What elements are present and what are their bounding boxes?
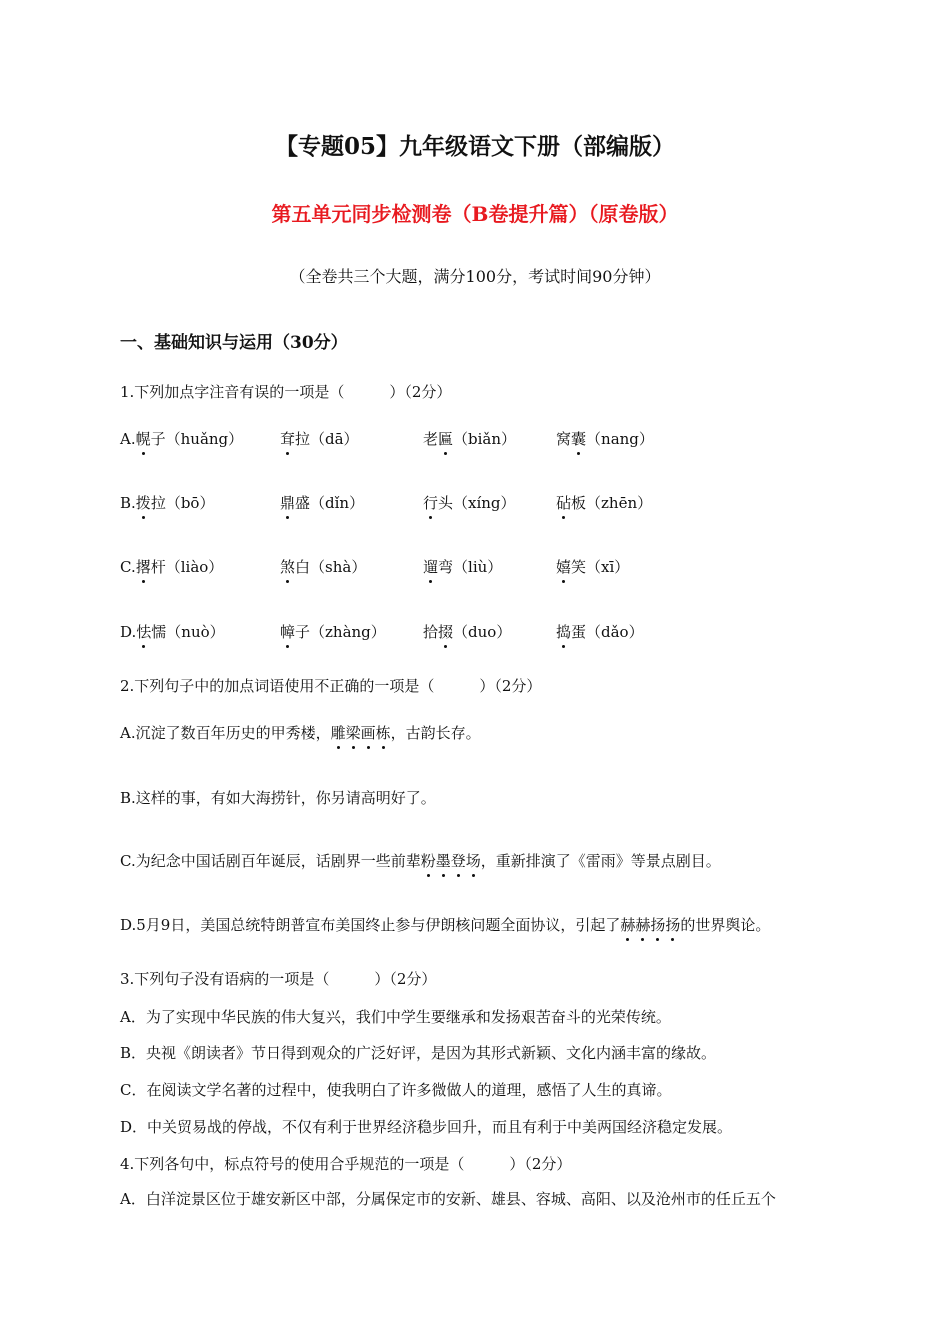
question-2-stem: 2.下列句子中的加点词语使用不正确的一项是（ ）（2分） bbox=[120, 677, 542, 695]
dotted-char: 扬 bbox=[650, 916, 666, 934]
dotted-char: 登 bbox=[450, 852, 466, 870]
question-1-stem: 1.下列加点字注音有误的一项是（ ）（2分） bbox=[120, 383, 452, 401]
question-3-option-c: C．在阅读文学名著的过程中，使我明白了许多微做人的道理，感悟了人生的真谛。 bbox=[120, 1081, 672, 1099]
dotted-char: 赫 bbox=[620, 916, 636, 934]
q1-option-b-1: B.拨拉（bō） bbox=[120, 494, 215, 512]
dotted-char: 画 bbox=[360, 724, 376, 742]
question-2-option-d: D.5月9日，美国总统特朗普宣布美国终止参与伊朗核问题全面协议，引起了赫赫扬扬的世界舆论。 bbox=[120, 916, 771, 934]
option-letter: B. bbox=[120, 494, 136, 512]
q1-option-c-3: 遛弯（liù） bbox=[423, 558, 503, 576]
q1-option-b-4: 砧板（zhēn） bbox=[556, 494, 653, 512]
dotted-char: 场 bbox=[465, 852, 481, 870]
dotted-char: 栋 bbox=[375, 724, 391, 742]
q1-option-d-1: D.怯懦（nuò） bbox=[120, 623, 225, 641]
q1-option-d-2: 幛子（zhàng） bbox=[280, 623, 386, 641]
dotted-char: 扬 bbox=[665, 916, 681, 934]
dotted-char: 墨 bbox=[435, 852, 451, 870]
section-heading: 一、基础知识与运用（30分） bbox=[120, 333, 348, 353]
dotted-phrase bbox=[620, 916, 680, 934]
question-4-stem: 4.下列各句中，标点符号的使用合乎规范的一项是（ ）（2分） bbox=[120, 1155, 572, 1173]
dotted-char: 赫 bbox=[635, 916, 651, 934]
document-subtitle: 第五单元同步检测卷（B卷提升篇）（原卷版） bbox=[271, 202, 679, 226]
q1-option-c-2: 煞白（shà） bbox=[280, 558, 367, 576]
document-title: 【专题05】九年级语文下册（部编版） bbox=[274, 133, 675, 160]
question-3-option-b: B．央视《朗读者》节日得到观众的广泛好评，是因为其形式新颖、文化内涵丰富的缘故。 bbox=[120, 1044, 717, 1062]
dotted-phrase bbox=[331, 724, 391, 742]
question-2-option-b: B.这样的事，有如大海捞针，你另请高明好了。 bbox=[120, 789, 436, 807]
q1-option-d-4: 捣蛋（dǎo） bbox=[556, 623, 644, 641]
q1-option-a-3: 老匾（biǎn） bbox=[423, 430, 517, 448]
exam-note: （全卷共三个大题，满分100分，考试时间90分钟） bbox=[289, 267, 661, 286]
option-letter: D. bbox=[120, 623, 137, 641]
question-2-option-a: A.沉淀了数百年历史的甲秀楼，雕梁画栋，古韵长存。 bbox=[120, 724, 481, 742]
dotted-phrase bbox=[421, 852, 481, 870]
dotted-char: 粉 bbox=[420, 852, 436, 870]
q1-option-b-2: 鼎盛（dǐn） bbox=[280, 494, 365, 512]
q1-option-a-1: A.幌子（huǎng） bbox=[120, 430, 244, 448]
q1-option-a-4: 窝囊（nang） bbox=[556, 430, 654, 448]
question-2-option-c: C.为纪念中国话剧百年诞辰，话剧界一些前辈粉墨登场，重新排演了《雷雨》等景点剧目。 bbox=[120, 852, 721, 870]
question-4-option-a: A．白洋淀景区位于雄安新区中部，分属保定市的安新、雄县、容城、高阳、以及沧州市的任丘五个 bbox=[120, 1190, 776, 1208]
q1-option-b-3: 行头（xíng） bbox=[423, 494, 516, 512]
question-3-option-a: A．为了实现中华民族的伟大复兴，我们中学生要继承和发扬艰苦奋斗的光荣传统。 bbox=[120, 1008, 671, 1026]
option-letter: C. bbox=[120, 558, 136, 576]
option-letter: A. bbox=[120, 430, 136, 448]
dotted-char: 雕 bbox=[330, 724, 346, 742]
dotted-char: 梁 bbox=[345, 724, 361, 742]
q1-option-d-3: 拾掇（duo） bbox=[423, 623, 512, 641]
question-3-stem: 3.下列句子没有语病的一项是（ ）（2分） bbox=[120, 970, 437, 988]
q1-option-c-4: 嬉笑（xī） bbox=[556, 558, 630, 576]
q1-option-c-1: C.撂杆（liào） bbox=[120, 558, 224, 576]
q1-option-a-2: 耷拉（dā） bbox=[280, 430, 359, 448]
question-3-option-d: D．中关贸易战的停战，不仅有利于世界经济稳步回升，而且有利于中美两国经济稳定发展。 bbox=[120, 1118, 733, 1136]
